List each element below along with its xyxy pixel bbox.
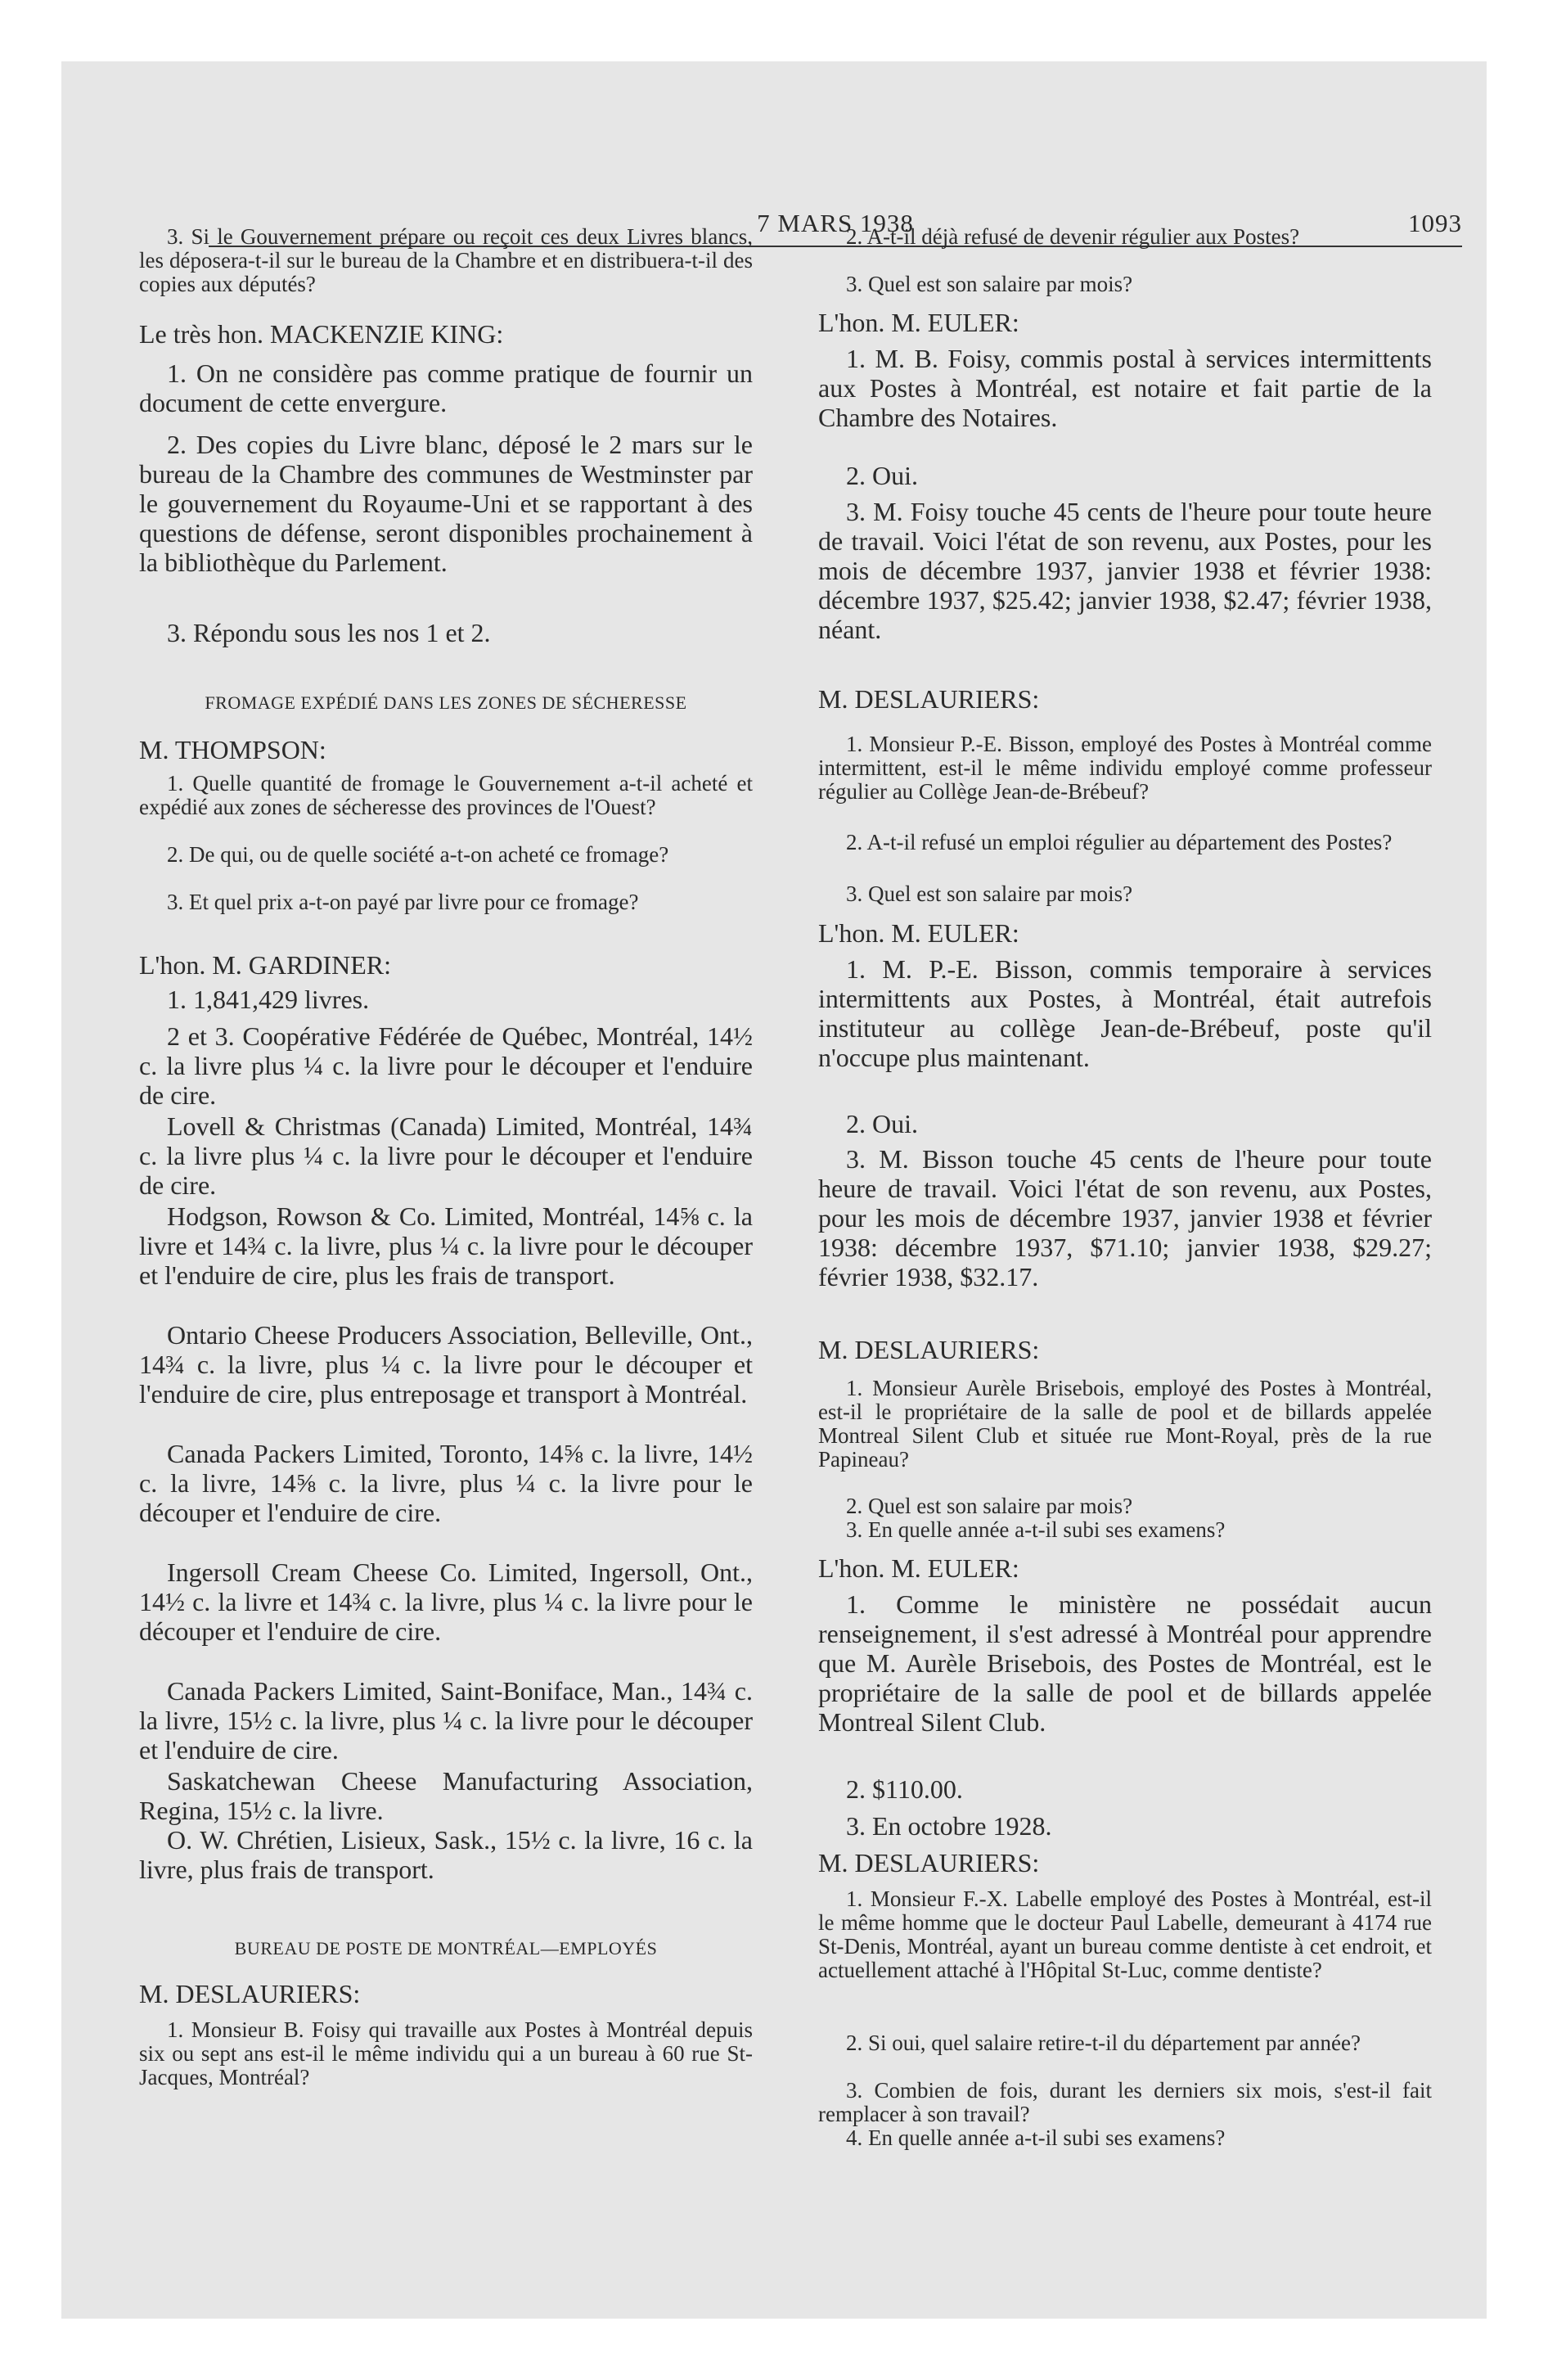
answer-paragraph: 2 et 3. Coopérative Fédérée de Québec, Montréal, 14½ c. la livre plus ¼ c. la livre pour le découper et l'enduire de cire.: [139, 1021, 753, 1110]
answer-paragraph: Ingersoll Cream Cheese Co. Limited, Ingersoll, Ont., 14½ c. la livre et 14¾ c. la livre, plus ¼ c. la livre pour le découper et l'enduire de cire.: [139, 1557, 753, 1646]
answer-paragraph: 1. 1,841,429 livres.: [167, 985, 370, 1014]
speaker-name: M. DESLAURIERS:: [818, 1848, 1040, 1877]
question-paragraph: 3. Si le Gouvernement prépare ou reçoit ces deux Livres blancs, les déposera-t-il sur le bureau de la Chambre et en distribuera-t-il des copies aux députés?: [139, 224, 753, 296]
question-paragraph: 1. Quelle quantité de fromage le Gouvernement a-t-il acheté et expédié aux zones de sécheresse des provinces de l'Ouest?: [139, 771, 753, 819]
answer-paragraph: Lovell & Christmas (Canada) Limited, Montréal, 14¾ c. la livre plus ¼ c. la livre pour le découper et l'enduire de cire.: [139, 1111, 753, 1200]
question-paragraph: 2. De qui, ou de quelle société a-t-on acheté ce fromage?: [167, 842, 669, 867]
answer-paragraph: 3. M. Bisson touche 45 cents de l'heure pour toute heure de travail. Voici l'état de son revenu, aux Postes, pour les mois de décembre 1937, janvier 1938 et février 1938: décembre 1937, $71.10; janvier 1938, $29.27; février 1938, $32.17.: [818, 1144, 1432, 1291]
answer-paragraph: Saskatchewan Cheese Manufacturing Association, Regina, 15½ c. la livre.: [139, 1766, 753, 1825]
question-paragraph: 3. Quel est son salaire par mois?: [846, 272, 1133, 296]
answer-paragraph: 2. Oui.: [846, 461, 918, 490]
speaker-name: L'hon. M. EULER:: [818, 1553, 1019, 1583]
question-paragraph: 2. A-t-il déjà refusé de devenir régulier aux Postes?: [846, 224, 1300, 249]
answer-paragraph: 3. M. Foisy touche 45 cents de l'heure pour toute heure de travail. Voici l'état de son revenu, aux Postes, pour les mois de décembre 1937, janvier 1938 et février 1938: décembre 1937, $25.42; janvier 1938, $2.47; février 1938, néant.: [818, 497, 1432, 644]
answer-paragraph: 1. Comme le ministère ne possédait aucun renseignement, il s'est adressé à Montréal pour apprendre que M. Aurèle Brisebois, des Postes de Montréal, est le propriétaire de la salle de pool et de billards appelée Montreal Silent Club.: [818, 1589, 1432, 1737]
speaker-name: L'hon. M. GARDINER:: [139, 950, 391, 980]
speaker-name: M. DESLAURIERS:: [818, 684, 1040, 714]
answer-paragraph: Canada Packers Limited, Saint-Boniface, Man., 14¾ c. la livre, 15½ c. la livre, plus ¼ c. la livre pour le découper et l'enduire de cire.: [139, 1676, 753, 1765]
speaker-name: L'hon. M. EULER:: [818, 918, 1019, 948]
question-paragraph: 3. Combien de fois, durant les derniers six mois, s'est-il fait remplacer à son travail?: [818, 2078, 1432, 2126]
speaker-name: M. THOMPSON:: [139, 735, 326, 764]
question-paragraph: 2. A-t-il refusé un emploi régulier au département des Postes?: [846, 830, 1393, 854]
speaker-name: L'hon. M. EULER:: [818, 308, 1019, 337]
question-paragraph: 1. Monsieur B. Foisy qui travaille aux Postes à Montréal depuis six ou sept ans est-il le même individu qui a un bureau à 60 rue St-Jacques, Montréal?: [139, 2017, 753, 2089]
answer-paragraph: 2. Oui.: [846, 1109, 918, 1138]
question-paragraph: 2. Si oui, quel salaire retire-t-il du département par année?: [846, 2031, 1361, 2055]
answer-paragraph: 3. Répondu sous les nos 1 et 2.: [167, 618, 491, 647]
question-paragraph: 2. Quel est son salaire par mois?: [846, 1494, 1133, 1518]
answer-paragraph: 1. M. B. Foisy, commis postal à services intermittents aux Postes à Montréal, est notaire et fait partie de la Chambre des Notaires.: [818, 344, 1432, 432]
answer-paragraph: Canada Packers Limited, Toronto, 14⅝ c. la livre, 14½ c. la livre, 14⅝ c. la livre, plus ¼ c. la livre pour le découper et l'enduire de cire.: [139, 1439, 753, 1527]
section-heading: FROMAGE EXPÉDIÉ DANS LES ZONES DE SÉCHERESSE: [205, 692, 687, 713]
page-number: 1093: [1408, 209, 1462, 237]
answer-paragraph: O. W. Chrétien, Lisieux, Sask., 15½ c. la livre, 16 c. la livre, plus frais de transport.: [139, 1825, 753, 1884]
answer-paragraph: 2. Des copies du Livre blanc, déposé le 2 mars sur le bureau de la Chambre des communes de Westminster par le gouvernement du Royaume-Uni et se rapportant à des questions de défense, seront disponibles prochainement à la bibliothèque du Parlement.: [139, 430, 753, 577]
speaker-name: Le très hon. MACKENZIE KING:: [139, 319, 504, 349]
speaker-name: M. DESLAURIERS:: [818, 1335, 1040, 1364]
speaker-name: M. DESLAURIERS:: [139, 1979, 361, 2008]
header-date: 7 MARS 1938: [757, 209, 914, 237]
question-paragraph: 1. Monsieur P.-E. Bisson, employé des Postes à Montréal comme intermittent, est-il le même individu employé comme professeur régulier au Collège Jean-de-Brébeuf?: [818, 732, 1432, 804]
section-heading: BUREAU DE POSTE DE MONTRÉAL—EMPLOYÉS: [234, 1938, 658, 1959]
question-paragraph: 3. En quelle année a-t-il subi ses examens?: [846, 1517, 1226, 1542]
question-paragraph: 4. En quelle année a-t-il subi ses examens?: [846, 2125, 1226, 2150]
question-paragraph: 3. Et quel prix a-t-on payé par livre pour ce fromage?: [167, 890, 639, 914]
answer-paragraph: 3. En octobre 1928.: [846, 1811, 1052, 1841]
question-paragraph: 1. Monsieur Aurèle Brisebois, employé des Postes à Montréal, est-il le propriétaire de la salle de pool et de billards appelée Montreal Silent Club et située rue Mont-Royal, près de la rue Papineau?: [818, 1376, 1432, 1472]
question-paragraph: 3. Quel est son salaire par mois?: [846, 881, 1133, 906]
question-paragraph: 1. Monsieur F.-X. Labelle employé des Postes à Montréal, est-il le même homme que le docteur Paul Labelle, demeurant à 4174 rue St-Denis, Montréal, ayant un bureau comme dentiste à cet endroit, et actuellement attaché à l'Hôpital St-Luc, comme dentiste?: [818, 1886, 1432, 1982]
answer-paragraph: 2. $110.00.: [846, 1774, 963, 1804]
answer-paragraph: Hodgson, Rowson & Co. Limited, Montréal, 14⅝ c. la livre et 14¾ c. la livre, plus ¼ c. la livre pour le découper et l'enduire de cire, plus les frais de transport.: [139, 1201, 753, 1290]
answer-paragraph: 1. On ne considère pas comme pratique de fournir un document de cette envergure.: [139, 358, 753, 417]
answer-paragraph: Ontario Cheese Producers Association, Belleville, Ont., 14¾ c. la livre, plus ¼ c. la livre pour le découper et l'enduire de cire, plus entreposage et transport à Montréal.: [139, 1320, 753, 1409]
answer-paragraph: 1. M. P.-E. Bisson, commis temporaire à services intermittents aux Postes, à Montréal, était autrefois instituteur au collège Jean-de-Brébeuf, poste qu'il n'occupe plus maintenant.: [818, 954, 1432, 1072]
